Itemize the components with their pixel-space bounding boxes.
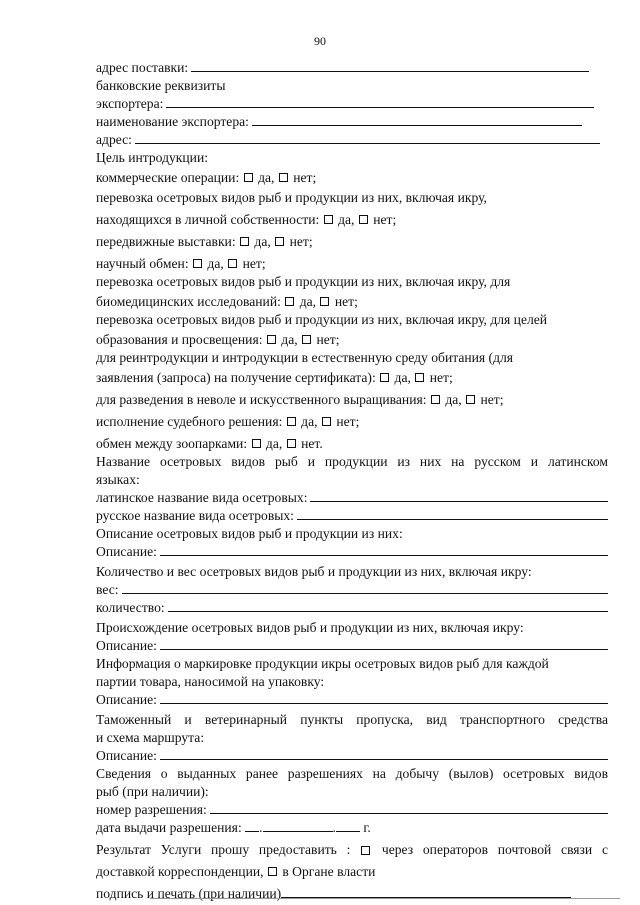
exporter-name-label: наименование экспортера: xyxy=(96,114,249,129)
purpose-transport-personal-row xyxy=(96,211,608,229)
species-description-row xyxy=(96,543,608,561)
result-line1 xyxy=(96,841,608,859)
reintroduction-no-checkbox[interactable] xyxy=(415,373,424,382)
no-label: нет; xyxy=(334,294,358,309)
origin-title: Происхождение осетровых видов рыб и продукции из них, включая икру: xyxy=(96,620,524,635)
yes-label: да, xyxy=(258,170,275,185)
count-field[interactable] xyxy=(168,599,608,612)
customs-description-field[interactable] xyxy=(160,747,608,760)
exporter-name-row xyxy=(96,113,608,131)
purpose-scientific-label: научный обмен: xyxy=(96,256,189,271)
no-label: нет; xyxy=(336,414,360,429)
species-title-line1 xyxy=(96,453,608,471)
permits-title: Сведения о выданных ранее разрешениях на добычу (вылов) осетровых видов xyxy=(96,766,608,781)
yes-label: да, xyxy=(207,256,224,271)
species-description-title: Описание осетровых видов рыб и продукции из них: xyxy=(96,526,403,541)
no-label: нет; xyxy=(316,332,340,347)
purpose-court-row xyxy=(96,413,608,431)
permit-number-label: номер разрешения: xyxy=(96,802,207,817)
origin-description-field[interactable] xyxy=(160,637,608,650)
no-label: нет; xyxy=(289,234,313,249)
purpose-reintroduction-text: для реинтродукции и интродукции в естественную среду обитания (для xyxy=(96,350,514,365)
purpose-commercial-label: коммерческие операции: xyxy=(96,170,240,185)
purpose-transport-personal-text: перевозка осетровых видов рыб и продукции из них, включая икру, xyxy=(96,190,487,205)
latin-name-label: латинское название вида осетровых: xyxy=(96,490,308,505)
origin-title-row xyxy=(96,619,608,637)
signature-row xyxy=(96,885,608,903)
scientific-no-checkbox[interactable] xyxy=(228,259,237,268)
count-row xyxy=(96,599,608,617)
marking-title-line2 xyxy=(96,673,608,691)
signature-field[interactable] xyxy=(281,885,571,898)
marking-description-field[interactable] xyxy=(160,691,608,704)
postal-delivery-label: через операторов почтовой связи с xyxy=(381,842,608,857)
scientific-yes-checkbox[interactable] xyxy=(193,259,202,268)
species-description-field[interactable] xyxy=(160,543,608,556)
purpose-reintroduction-line1 xyxy=(96,349,608,367)
species-title-line2 xyxy=(96,471,608,489)
no-label: нет; xyxy=(480,392,504,407)
customs-title-line1 xyxy=(96,711,608,729)
yes-label: да, xyxy=(299,294,317,309)
purpose-court-label: исполнение судебного решения: xyxy=(96,414,283,429)
commercial-yes-checkbox[interactable] xyxy=(244,173,253,182)
year-suffix: г. xyxy=(363,820,371,835)
yes-label: да, xyxy=(281,332,298,347)
signature-label: подпись и печать (при наличии) xyxy=(96,886,282,901)
no-label: нет; xyxy=(429,370,453,385)
reintroduction-yes-checkbox[interactable] xyxy=(380,373,389,382)
marking-description-row xyxy=(96,691,608,709)
purpose-breeding-label: для разведения в неволе и искусственного выращивания: xyxy=(96,392,427,407)
in-office-checkbox[interactable] xyxy=(268,867,277,876)
bottom-divider xyxy=(150,898,620,899)
permit-number-row xyxy=(96,801,608,819)
permits-title-cont: рыб (при наличии): xyxy=(96,784,209,799)
personal-no-checkbox[interactable] xyxy=(359,215,368,224)
zoo-no-checkbox[interactable] xyxy=(287,439,296,448)
delivery-address-label: адрес поставки: xyxy=(96,60,189,75)
in-office-label: в Органе власти xyxy=(282,864,376,879)
purpose-biomed-line1 xyxy=(96,273,608,291)
issue-date-year-field[interactable] xyxy=(336,819,360,832)
yes-label: да, xyxy=(394,370,411,385)
postal-delivery-checkbox[interactable] xyxy=(361,846,370,855)
purpose-education-line1 xyxy=(96,311,608,329)
species-description-title-row xyxy=(96,525,608,543)
bank-details-label: банковские реквизиты xyxy=(96,78,226,93)
no-label: нет; xyxy=(242,256,266,271)
customs-title: Таможенный и ветеринарный пункты пропуска, вид транспортного средства xyxy=(96,712,608,727)
bank-details-label-row xyxy=(96,77,608,95)
issue-date-month-field[interactable] xyxy=(263,819,333,832)
purpose-transport-personal-label: находящихся в личной собственности: xyxy=(96,212,320,227)
origin-description-label: Описание: xyxy=(96,638,157,653)
weight-row xyxy=(96,581,608,599)
permit-number-field[interactable] xyxy=(210,801,608,814)
purpose-biomed-text: перевозка осетровых видов рыб и продукции из них, включая икру, для xyxy=(96,274,511,289)
exhibitions-no-checkbox[interactable] xyxy=(275,237,284,246)
result-line2 xyxy=(96,863,608,881)
yes-label: да, xyxy=(265,436,283,451)
yes-label: да, xyxy=(301,414,318,429)
marking-title-cont: партии товара, наносимой на упаковку: xyxy=(96,674,325,689)
purpose-title: Цель интродукции: xyxy=(96,150,209,165)
permits-title-line2 xyxy=(96,783,608,801)
purpose-commercial-row xyxy=(96,169,608,187)
biomed-yes-checkbox[interactable] xyxy=(285,297,294,306)
purpose-reintroduction-label: заявления (запроса) на получение сертификата): xyxy=(96,370,376,385)
application-form xyxy=(96,59,608,903)
yes-label: да, xyxy=(445,392,462,407)
purpose-biomed-row xyxy=(96,293,608,311)
russian-name-label: русское название вида осетровых: xyxy=(96,508,294,523)
quantity-title-row xyxy=(96,563,608,581)
latin-name-row xyxy=(96,489,608,507)
biomed-no-checkbox[interactable] xyxy=(320,297,329,306)
purpose-scientific-row xyxy=(96,255,608,273)
exporter-bank-row xyxy=(96,95,608,113)
no-label: нет; xyxy=(373,212,397,227)
issue-date-day-field[interactable] xyxy=(245,819,259,832)
customs-description-label: Описание: xyxy=(96,748,157,763)
education-yes-checkbox[interactable] xyxy=(267,335,276,344)
russian-name-row xyxy=(96,507,608,525)
page-number: 90 xyxy=(314,34,326,48)
species-title: Название осетровых видов рыб и продукции из них на русском и латинском xyxy=(96,454,608,469)
purpose-title-row xyxy=(96,149,608,167)
quantity-title: Количество и вес осетровых видов рыб и продукции из них, включая икру: xyxy=(96,564,532,579)
issue-date-row: дата выдачи разрешения: . . г. xyxy=(96,820,371,835)
marking-title-line1 xyxy=(96,655,608,673)
no-label: нет; xyxy=(293,170,317,185)
weight-label: вес: xyxy=(96,582,119,597)
court-yes-checkbox[interactable] xyxy=(287,417,296,426)
correspondence-label: доставкой корреспонденции, xyxy=(96,864,264,879)
purpose-education-text: перевозка осетровых видов рыб и продукции из них, включая икру, для целей xyxy=(96,312,548,327)
address-label: адрес: xyxy=(96,132,132,147)
exporter-bank-label: экспортера: xyxy=(96,96,164,111)
yes-label: да, xyxy=(254,234,271,249)
purpose-breeding-row xyxy=(96,391,608,409)
purpose-reintroduction-row xyxy=(96,369,608,387)
marking-title: Информация о маркировке продукции икры осетровых видов рыб для каждой xyxy=(96,656,549,671)
address-row xyxy=(96,131,608,149)
origin-description-row xyxy=(96,637,608,655)
purpose-zoo-label: обмен между зоопарками: xyxy=(96,436,248,451)
commercial-no-checkbox[interactable] xyxy=(279,173,288,182)
court-no-checkbox[interactable] xyxy=(322,417,331,426)
exhibitions-yes-checkbox[interactable] xyxy=(240,237,249,246)
exporter-name-field[interactable] xyxy=(252,113,582,126)
zoo-yes-checkbox[interactable] xyxy=(252,439,261,448)
count-label: количество: xyxy=(96,600,165,615)
latin-name-field[interactable] xyxy=(310,489,608,502)
purpose-biomed-label: биомедицинских исследований: xyxy=(96,294,281,309)
result-label: Результат Услуги прошу предоставить : xyxy=(96,842,351,857)
issue-date-label: дата выдачи разрешения: xyxy=(96,820,242,835)
customs-title-line2 xyxy=(96,729,608,747)
purpose-exhibitions-label: передвижные выставки: xyxy=(96,234,236,249)
no-end-label: нет. xyxy=(301,436,323,451)
address-field[interactable] xyxy=(135,131,600,144)
purpose-zoo-row xyxy=(96,435,608,453)
purpose-exhibitions-row xyxy=(96,233,608,251)
purpose-transport-personal-line1 xyxy=(96,189,608,207)
education-no-checkbox[interactable] xyxy=(302,335,311,344)
species-description-label: Описание: xyxy=(96,544,157,559)
delivery-address-row xyxy=(96,59,608,77)
weight-field[interactable] xyxy=(122,581,608,594)
yes-label: да, xyxy=(338,212,355,227)
breeding-yes-checkbox[interactable] xyxy=(431,395,440,404)
purpose-education-row xyxy=(96,331,608,349)
purpose-education-label: образования и просвещения: xyxy=(96,332,263,347)
customs-title-cont: и схема маршрута: xyxy=(96,730,205,745)
species-title-cont: языках: xyxy=(96,472,140,487)
marking-description-label: Описание: xyxy=(96,692,157,707)
personal-yes-checkbox[interactable] xyxy=(324,215,333,224)
delivery-address-field[interactable] xyxy=(191,59,589,72)
russian-name-field[interactable] xyxy=(297,507,608,520)
permits-title-line1 xyxy=(96,765,608,783)
customs-description-row xyxy=(96,747,608,765)
exporter-bank-field[interactable] xyxy=(166,95,594,108)
breeding-no-checkbox[interactable] xyxy=(466,395,475,404)
